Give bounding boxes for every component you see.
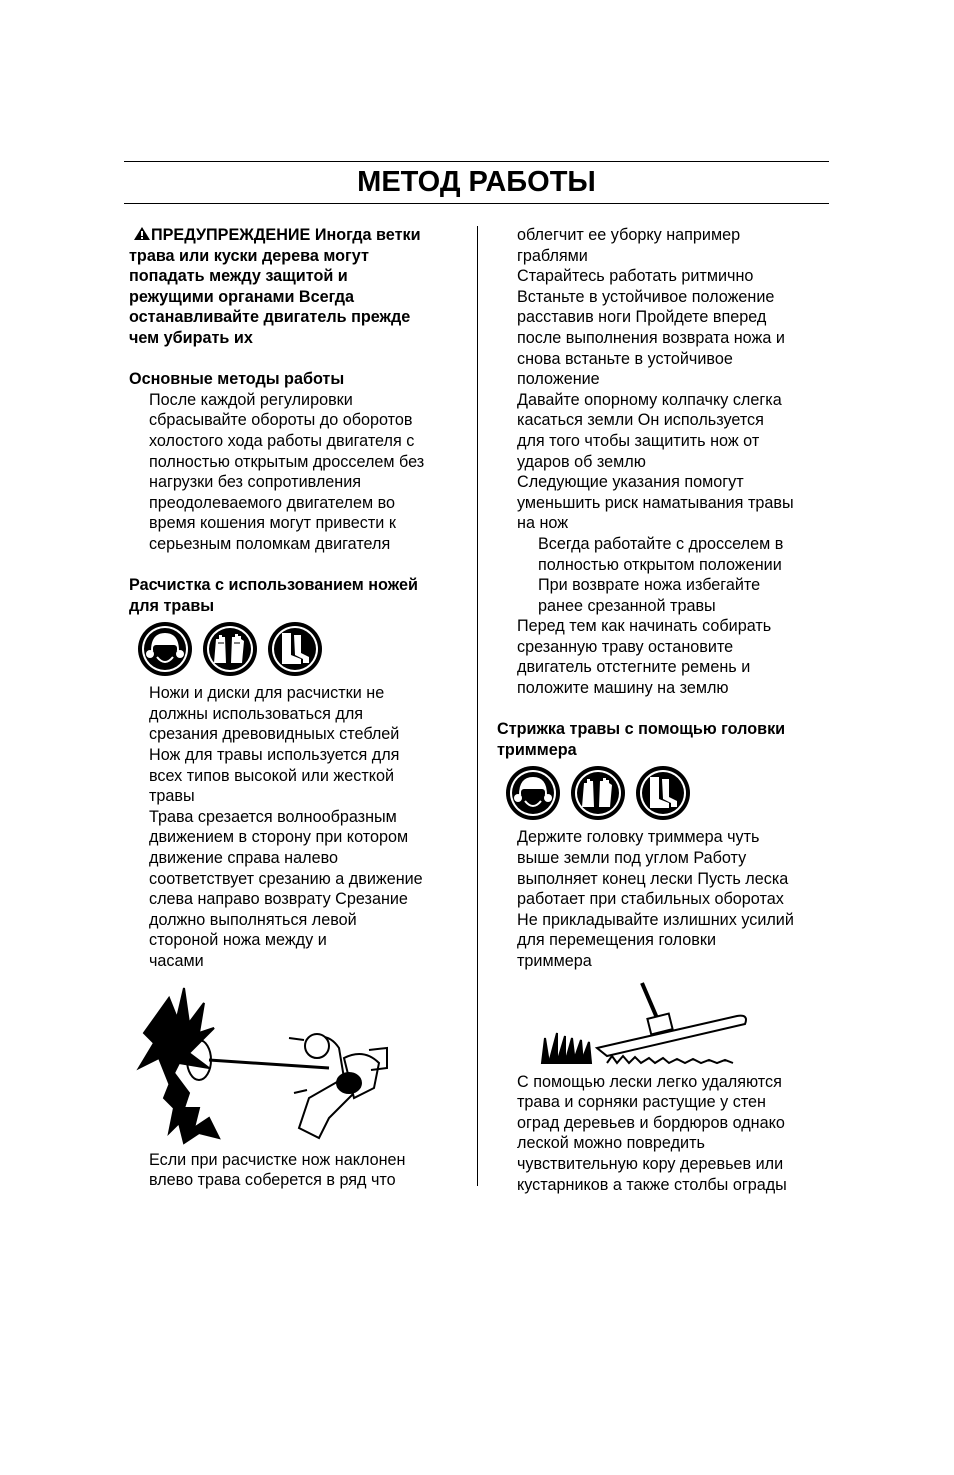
text-line: чувствительную кору деревьев или [517,1154,784,1173]
basic-methods-text [129,390,469,555]
continued-text [497,225,837,534]
warning-block [129,225,469,349]
after-illustration-text [129,1150,469,1191]
warning-line: трава или куски дерева могут [129,246,369,265]
text-line: леской можно повредить [517,1134,705,1153]
text-line: граблями [517,246,588,265]
section-heading-trimmer: Стрижка травы с помощью головки [497,720,786,739]
clearing-text [129,683,469,971]
text-line: трава и сорняки растущие у стен [517,1093,766,1112]
text-line: соответствует срезанию а движение [149,869,423,888]
text-line: для того чтобы защитить нож от [517,431,760,450]
text-line: должны использоваться для [149,704,364,723]
gloves-icon [202,621,258,677]
text-line: полностью открытом положении [538,555,782,574]
text-line: серьезным поломкам двигателя [149,534,391,553]
clearing-saw-illustration [129,978,419,1148]
text-line: полностью открытым дросселем без [149,452,425,471]
text-line: При возврате ножа избегайте [538,576,761,595]
line-usage-text [497,1072,837,1196]
text-line: Старайтесь работать ритмично [517,267,754,286]
text-line: Перед тем как начинать собирать [517,617,772,636]
text-line: сбрасывайте обороты до оборотов [149,411,413,430]
text-line: кустарников а также столбы ограды [517,1175,787,1194]
text-line: для перемещения головки [517,931,716,950]
text-line: после выполнения возврата ножа и [517,328,785,347]
text-line: Следующие указания помогут [517,473,744,492]
before-collect-text [497,616,837,698]
warning-line: останавливайте двигатель прежде [129,308,411,327]
helmet-visor-earmuffs-icon [505,765,561,821]
boots-icon [267,621,323,677]
tips-list [497,534,837,616]
text-line: снова встаньте в устойчивое [517,349,733,368]
text-line: касаться земли Он используется [517,411,764,430]
text-line: положите машину на землю [517,679,729,698]
text-line: Держите головку триммера чуть [517,828,760,847]
column-divider [477,226,478,1186]
warning-line: ПРЕДУПРЕЖДЕНИЕ Иногда ветки [151,226,421,244]
trimmer-head-illustration [537,978,777,1068]
title-underline [124,203,829,204]
text-line: влево трава соберется в ряд что [149,1171,396,1190]
text-line: облегчит ее уборку например [517,226,741,244]
text-line: время кошения могут привести к [149,514,396,533]
text-line: Не прикладывайте излишних усилий [517,910,794,929]
boots-icon [635,765,691,821]
right-column [497,225,837,1195]
text-line: срезания древовидныых стеблей [149,725,400,744]
section-heading-basic: Основные методы работы [129,370,345,389]
text-line: преодолеваемого двигателем во [149,493,396,512]
text-line: движением в сторону при котором [149,828,409,847]
text-line: Если при расчистке нож наклонен [149,1150,406,1169]
text-line: выше земли под углом Работу [517,849,747,868]
text-line: срезанную траву остановите [517,637,734,656]
text-line: Трава срезается волнообразным [149,807,397,826]
text-line: Всегда работайте с дросселем в [538,534,784,553]
text-line: выполняет конец лески Пусть леска [517,869,789,888]
text-line: ударов об землю [517,452,646,471]
text-line: После каждой регулировки [149,390,353,409]
section-heading-trimmer-cont: триммера [497,740,577,759]
protective-equipment-icons [137,621,469,677]
text-line: движение справа налево [149,849,338,868]
text-line: положение [517,370,600,389]
text-line: триммера [517,952,592,970]
top-rule [124,161,829,162]
text-line: уменьшить риск наматывания травы [517,493,794,512]
text-line: Нож для травы используется для [149,746,400,765]
text-line: Ножи и диски для расчистки не [149,684,385,703]
warning-triangle-icon [133,226,151,241]
warning-line: попадать между защитой и [129,267,348,286]
text-line: Давайте опорному колпачку слегка [517,390,782,409]
text-line: С помощью лески легко удаляются [517,1072,782,1091]
warning-line: чем убирать их [129,328,253,347]
text-line: расставив ноги Пройдете вперед [517,308,767,327]
text-line: на нож [517,514,569,533]
trimmer-text [497,827,837,971]
text-line: нагрузки без сопротивления [149,473,362,492]
warning-line: режущими органами Всегда [129,287,355,306]
section-heading-clearing: Расчистка с использованием ножей [129,576,418,595]
page-title: МЕТОД РАБОТЫ [357,166,596,198]
text-line: работает при стабильных оборотах [517,890,784,909]
gloves-icon [570,765,626,821]
protective-equipment-icons [505,765,837,821]
text-line: слева направо возврату Срезание [149,890,408,909]
text-line: всех типов высокой или жесткой [149,766,395,785]
text-line: оград деревьев и бордюров однако [517,1113,785,1132]
helmet-visor-earmuffs-icon [137,621,193,677]
text-line: стороной ножа между и [149,931,327,950]
text-line: ранее срезанной травы [538,596,716,615]
text-line: часами [149,952,204,970]
text-line: холостого хода работы двигателя с [149,431,415,450]
left-column [129,225,469,1191]
text-line: Встаньте в устойчивое положение [517,287,775,306]
text-line: двигатель отстегните ремень и [517,658,751,677]
text-line: должно выполняться левой [149,910,357,929]
text-line: травы [149,787,195,806]
section-heading-clearing-cont: для травы [129,596,215,615]
